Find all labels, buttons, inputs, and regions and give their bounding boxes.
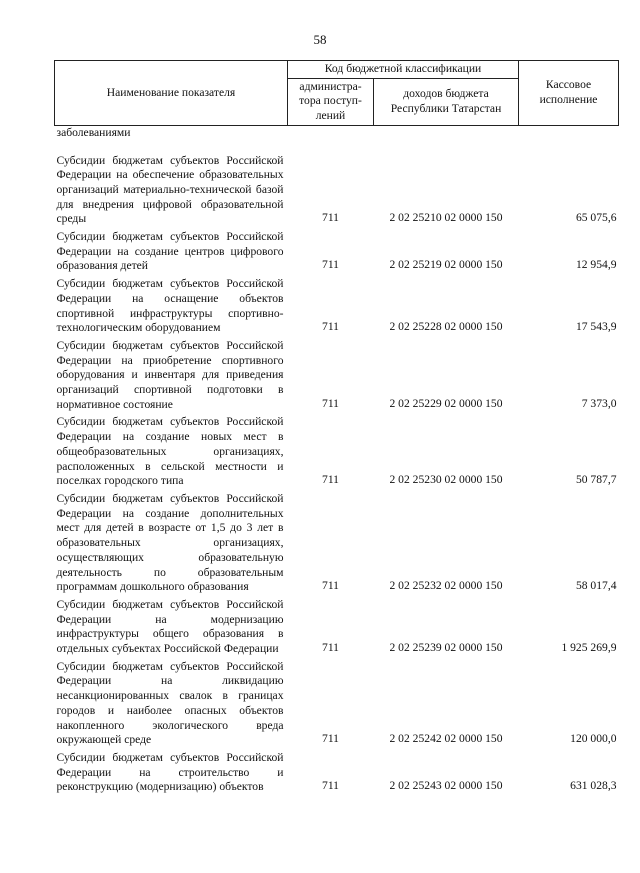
page-number: 58	[313, 32, 327, 47]
table-row	[55, 412, 619, 489]
row-income-code: 2 02 25230 02 0000 150	[389, 473, 503, 487]
row-income-code: 2 02 25219 02 0000 150	[389, 258, 503, 272]
row-income-code: 2 02 25242 02 0000 150	[389, 732, 503, 746]
table-body	[55, 125, 619, 795]
budget-table	[54, 60, 619, 795]
row-admin-code: 711	[322, 579, 339, 593]
header-code: доходов бюджета Республики Татарстан	[374, 78, 519, 125]
continuation-text: заболеваниями	[56, 125, 131, 139]
header-name: Наименование показателя	[55, 61, 288, 126]
row-admin-code: 711	[322, 641, 339, 655]
row-amount: 631 028,3	[570, 779, 617, 793]
row-income-code: 2 02 25239 02 0000 150	[389, 641, 503, 655]
table-row	[55, 595, 619, 657]
row-amount: 17 543,9	[575, 320, 617, 334]
table-row	[55, 274, 619, 336]
row-income-code: 2 02 25232 02 0000 150	[389, 579, 503, 593]
table-row	[55, 748, 619, 795]
row-admin-code: 711	[322, 396, 339, 410]
row-amount: 58 017,4	[575, 579, 617, 593]
row-name: Субсидии бюджетам субъектов Российской Федерации на модернизацию инфраструктуры общего образования в отдельных субъектах Российской Федерации	[56, 597, 284, 656]
row-name: Субсидии бюджетам субъектов Российской Федерации на ликвидацию несанкционированных свалок в границах городов и наиболее опасных объектов накопленного экологического вреда окружающей среде	[56, 659, 284, 747]
row-name: Субсидии бюджетам субъектов Российской Федерации на создание новых мест в общеобразовательных организациях, расположенных в сельской местности и поселках городского типа	[56, 415, 284, 488]
row-amount: 120 000,0	[570, 732, 617, 746]
table-row	[55, 151, 619, 228]
row-name: Субсидии бюджетам субъектов Российской Федерации на приобретение спортивного оборудования и инвентаря для приведения организаций спортивной подготовки в нормативное состояние	[56, 338, 284, 411]
row-income-code: 2 02 25228 02 0000 150	[389, 320, 503, 334]
table-header	[55, 61, 619, 126]
row-admin-code: 711	[322, 779, 339, 793]
header-classification-group: Код бюджетной классификации	[288, 61, 519, 79]
header-admin: администра-тора поступ-лений	[288, 78, 374, 125]
row-amount: 1 925 269,9	[561, 641, 617, 655]
row-income-code: 2 02 25210 02 0000 150	[389, 211, 503, 225]
row-name: Субсидии бюджетам субъектов Российской Федерации на создание дополнительных мест для детей в возрасте от 1,5 до 3 лет в образовательных организациях, осуществляющих образовательную деятельность по образовательным программам дошкольного образования	[56, 491, 284, 594]
row-admin-code: 711	[322, 473, 339, 487]
header-amount: Кассовое исполнение	[519, 61, 619, 126]
continuation-row	[55, 125, 619, 150]
row-name: Субсидии бюджетам субъектов Российской Федерации на обеспечение образовательных организаций материально-технической базой для внедрения цифровой образовательной среды	[56, 153, 284, 226]
table-row	[55, 336, 619, 413]
row-admin-code: 711	[322, 320, 339, 334]
table-row	[55, 489, 619, 595]
row-admin-code: 711	[322, 732, 339, 746]
table-row	[55, 227, 619, 274]
row-admin-code: 711	[322, 258, 339, 272]
row-amount: 12 954,9	[575, 258, 617, 272]
row-amount: 7 373,0	[581, 396, 617, 410]
row-income-code: 2 02 25243 02 0000 150	[389, 779, 503, 793]
row-admin-code: 711	[322, 211, 339, 225]
row-amount: 50 787,7	[575, 473, 617, 487]
row-name: Субсидии бюджетам субъектов Российской Федерации на создание центров цифрового образования детей	[56, 230, 284, 273]
row-name: Субсидии бюджетам субъектов Российской Федерации на строительство и реконструкцию (модернизацию) объектов	[56, 750, 284, 794]
row-amount: 65 075,6	[575, 211, 617, 225]
row-income-code: 2 02 25229 02 0000 150	[389, 396, 503, 410]
row-name: Субсидии бюджетам субъектов Российской Федерации на оснащение объектов спортивной инфраструктуры спортивно-технологическим оборудованием	[56, 277, 284, 335]
table-row	[55, 657, 619, 748]
